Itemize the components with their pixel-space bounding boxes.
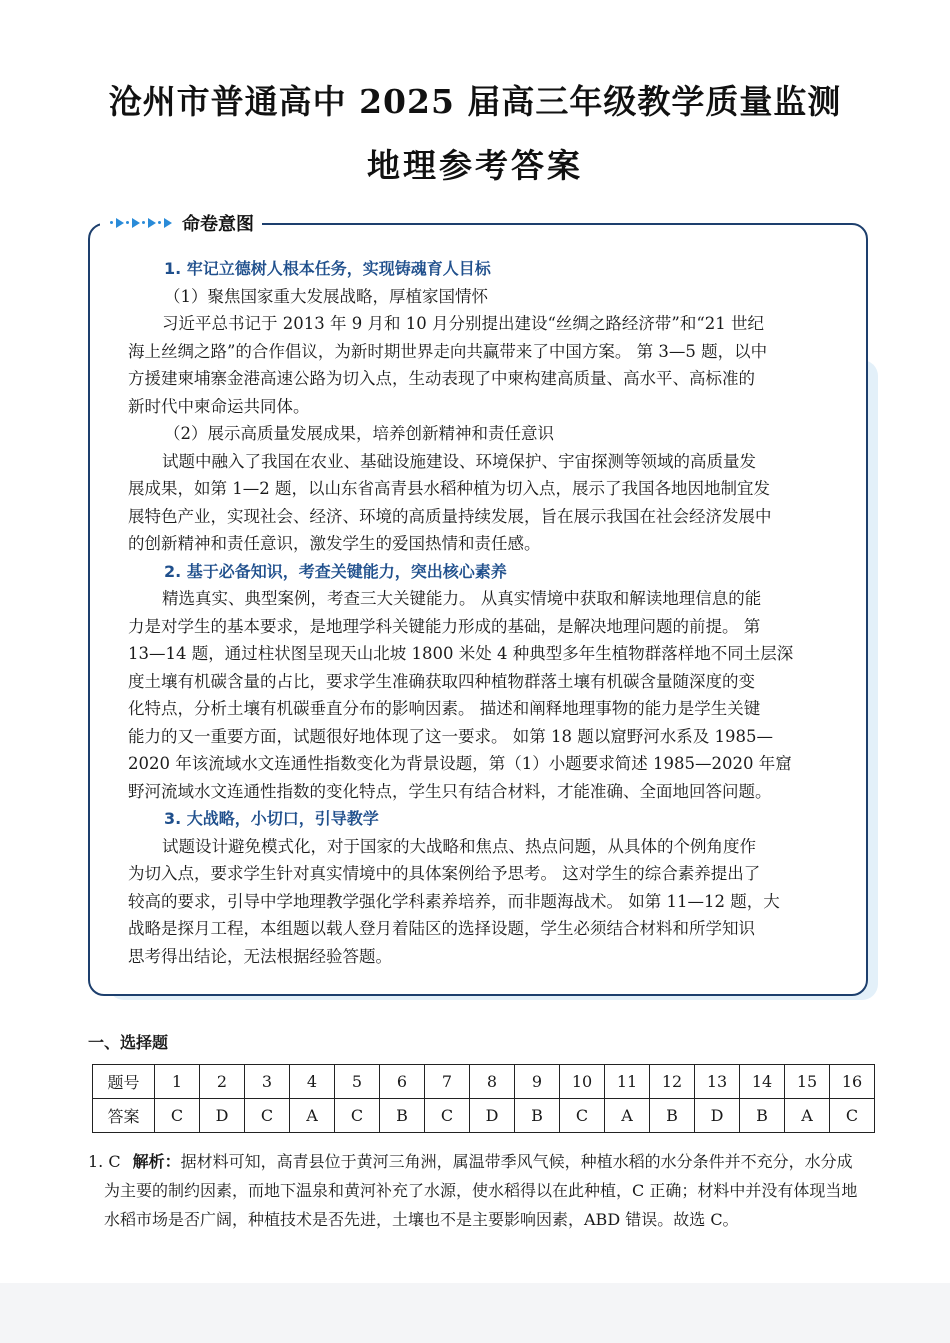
document-subtitle: 地理参考答案 [367, 146, 583, 185]
answer-table [92, 1064, 875, 1133]
answer-letter: C [425, 1099, 470, 1133]
question-number: 12 [650, 1065, 695, 1099]
paragraph-line: 新时代中柬命运共同体。 [128, 396, 310, 416]
paragraph-line: 试题中融入了我国在农业、基础设施建设、环境保护、宇宙探测等领域的高质量发 [162, 451, 756, 471]
question-number: 8 [470, 1065, 515, 1099]
paragraph-line: 方援建柬埔寨金港高速公路为切入点，生动表现了中柬构建高质量、高水平、高标准的 [128, 369, 755, 388]
paragraph-line: 精选真实、典型案例，考查三大关键能力。 从真实情境中获取和解读地理信息的能 [162, 589, 762, 608]
answer-letter: B [380, 1099, 425, 1133]
answer-letter: C [245, 1099, 290, 1133]
paragraph-line: 2020 年该流域水文连通性指数变化为背景设题，第（1）小题要求简述 1985—2020 年窟 [128, 754, 792, 773]
answer-letter: C [560, 1099, 605, 1133]
paragraph-line: 战略是探月工程，本组题以载人登月着陆区的选择设题，学生必须结合材料和所学知识 [128, 919, 755, 938]
row-label: 答案 [93, 1099, 155, 1133]
question-number: 9 [515, 1065, 560, 1099]
paragraph-line: 试题设计避免模式化，对于国家的大战略和焦点、热点问题，从具体的个例角度作 [162, 836, 756, 856]
question-number: 14 [740, 1065, 785, 1099]
paragraph-line: 为切入点，要求学生针对真实情境中的具体案例给予思考。 这对学生的综合素养提出了 [128, 864, 761, 883]
answer-letter: C [335, 1099, 380, 1133]
question-number: 4 [290, 1065, 335, 1099]
paragraph-line: 展成果，如第 1—2 题，以山东省高青县水稻种植为切入点，展示了我国各地因地制宜发 [128, 479, 770, 498]
explanation-keyword: 解析： [132, 1152, 181, 1171]
choice-section-label: 一、选择题 [88, 1033, 169, 1052]
answer-letter: D [695, 1099, 740, 1133]
paragraph-line: 较高的要求，引导中学地理教学强化学科素养培养，而非题海战术。 如第 11—12 题，大 [128, 891, 780, 911]
answer-letter: B [740, 1099, 785, 1133]
answer-letter: B [650, 1099, 695, 1133]
section-heading: 3. 大战略，小切口，引导教学 [164, 809, 379, 828]
question-row [93, 1065, 875, 1099]
explanation-line: 据材料可知，高青县位于黄河三角洲，属温带季风气候，种植水稻的水分条件并不充分，水分成 [180, 1152, 853, 1171]
answer-letter: A [290, 1099, 335, 1133]
question-number: 5 [335, 1065, 380, 1099]
paragraph-line: 思考得出结论，无法根据经验答题。 [128, 946, 392, 966]
section-heading: 1. 牢记立德树人根本任务，实现铸魂育人目标 [164, 259, 491, 278]
paragraph-line: 野河流域水文连通性指数的变化特点，学生只有结合材料，才能准确、全面地回答问题。 [128, 781, 772, 801]
paragraph-line: 展特色产业，实现社会、经济、环境的高质量持续发展，旨在展示我国在社会经济发展中 [128, 506, 772, 526]
document-title: 沧州市普通高中 2025 届高三年级教学质量监测 [108, 82, 842, 121]
question-number: 15 [785, 1065, 830, 1099]
question-number: 6 [380, 1065, 425, 1099]
question-number: 7 [425, 1065, 470, 1099]
paragraph-line: 能力的又一重要方面，试题很好地体现了这一要求。 如第 18 题以窟野河水系及 1985— [128, 726, 773, 746]
question-number: 3 [245, 1065, 290, 1099]
answer-letter: C [155, 1099, 200, 1133]
question-number: 16 [830, 1065, 875, 1099]
answer-letter: C [830, 1099, 875, 1133]
paragraph-line: 度土壤有机碳含量的占比，要求学生准确获取四种植物群落土壤有机碳含量随深度的变 [128, 671, 755, 691]
intent-panel-header [100, 210, 262, 236]
question-number: 13 [695, 1065, 740, 1099]
explanation-number: 1. C [88, 1152, 121, 1171]
paragraph-line: 13—14 题，通过柱状图呈现天山北坡 1800 米处 4 种典型多年生植物群落样地不同土层深 [128, 644, 794, 663]
question-number: 2 [200, 1065, 245, 1099]
double-arrow-icon [110, 218, 172, 228]
paragraph-line: 力是对学生的基本要求，是地理学科关键能力形成的基础，是解决地理问题的前提。 第 [128, 616, 761, 636]
question-number: 10 [560, 1065, 605, 1099]
explanation-block [88, 1147, 888, 1234]
paragraph-line: 化特点，分析土壤有机碳垂直分布的影响因素。 描述和阐释地理事物的能力是学生关键 [128, 699, 761, 718]
paragraph-line: 海上丝绸之路”的合作倡议，为新时期世界走向共赢带来了中国方案。 第 3—5 题，以中 [128, 341, 768, 361]
question-number: 1 [155, 1065, 200, 1099]
paragraph-line: 的创新精神和责任意识，激发学生的爱国热情和责任感。 [128, 534, 541, 553]
intent-panel-body [128, 255, 830, 970]
explanation-line: 为主要的制约因素，而地下温泉和黄河补充了水源，使水稻得以在此种植，C 正确；材料中并没有体现当地 [104, 1181, 858, 1200]
paragraph-line: 习近平总书记于 2013 年 9 月和 10 月分别提出建设“丝绸之路经济带”和“21 世纪 [162, 314, 765, 333]
answer-letter: D [470, 1099, 515, 1133]
answer-letter: A [605, 1099, 650, 1133]
row-label: 题号 [93, 1065, 155, 1099]
page-bottom-strip [0, 1283, 950, 1343]
explanation-line: 水稻市场是否广阔，种植技术是否先进，土壤也不是主要影响因素，ABD 错误。故选 C。 [104, 1210, 739, 1229]
subsection-heading: （1）聚焦国家重大发展战略，厚植家国情怀 [164, 286, 488, 306]
answer-letter: B [515, 1099, 560, 1133]
question-number: 11 [605, 1065, 650, 1099]
subsection-heading: （2）展示高质量发展成果，培养创新精神和责任意识 [164, 424, 554, 443]
answer-letter: A [785, 1099, 830, 1133]
section-heading: 2. 基于必备知识，考查关键能力，突出核心素养 [164, 561, 507, 581]
intent-panel-title: 命卷意图 [182, 214, 254, 235]
answer-letter: D [200, 1099, 245, 1133]
answer-row [93, 1099, 875, 1133]
